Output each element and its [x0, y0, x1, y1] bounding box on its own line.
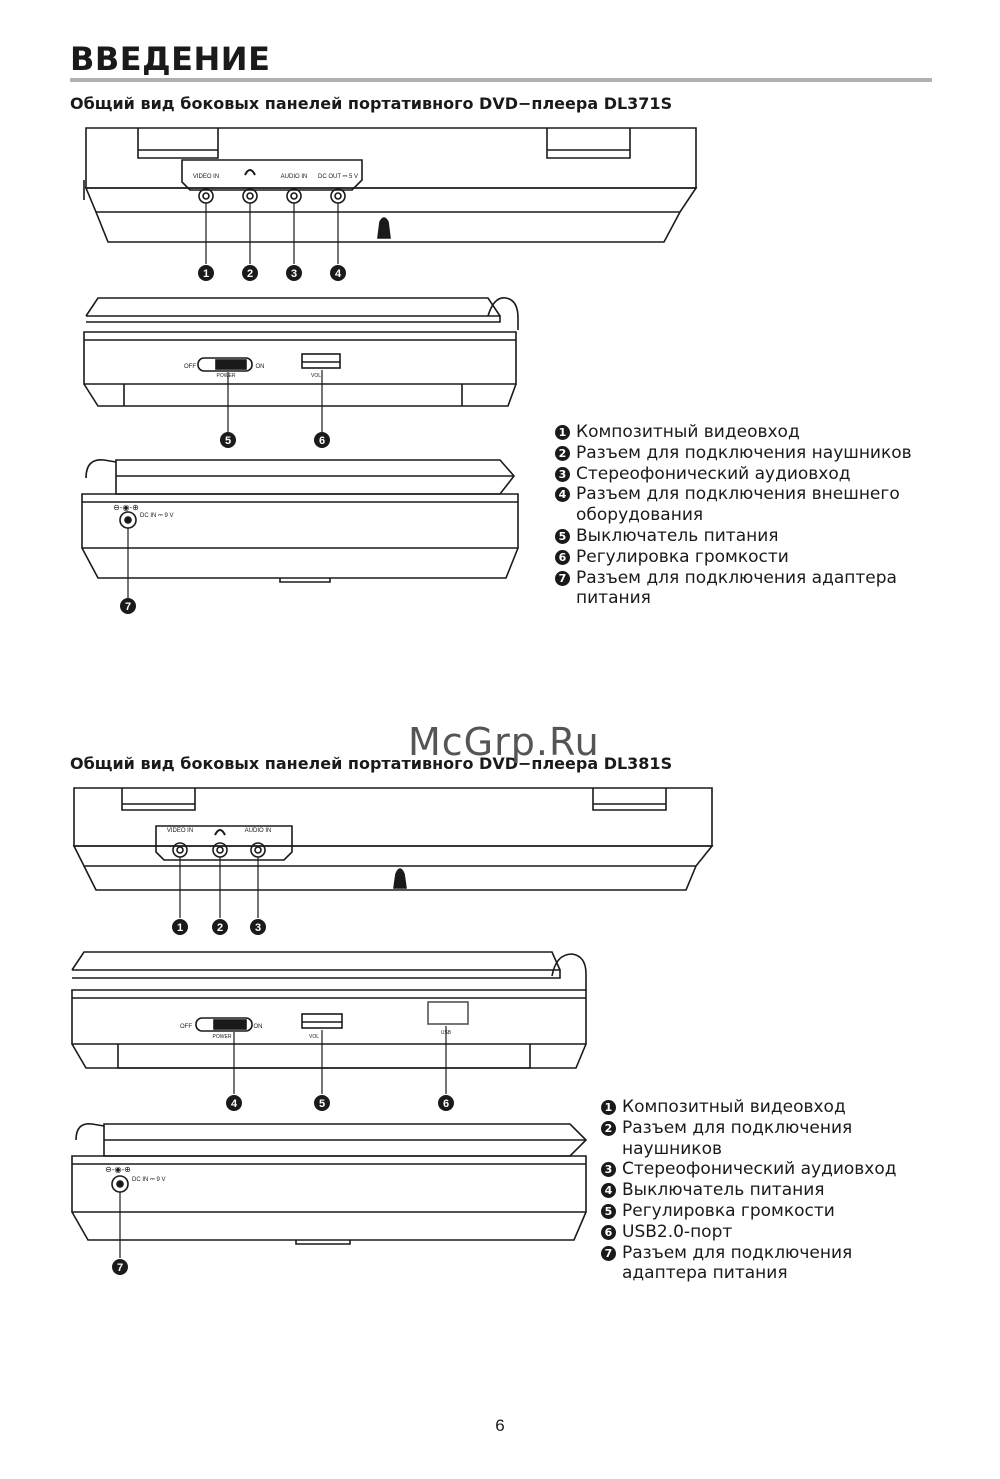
- label-off: OFF: [184, 364, 196, 370]
- legend-item-continued: питания: [576, 588, 651, 609]
- label-dc-in: DC IN ⎓ 9 V: [140, 513, 174, 519]
- callout-2: [242, 265, 258, 281]
- svg-text:2: 2: [216, 922, 224, 934]
- label-on-2: ON: [253, 1024, 263, 1030]
- dl381s-front-panel: [74, 788, 712, 918]
- callout-5: [220, 432, 236, 448]
- svg-text:6: 6: [318, 435, 326, 447]
- label-video-in: VIDEO IN: [192, 174, 220, 180]
- legend-item-continued: адаптера питания: [622, 1263, 788, 1284]
- label-usb: USB: [440, 1030, 452, 1036]
- svg-text:2: 2: [246, 268, 254, 280]
- legend-item: 2 Разъем для подключения: [601, 1118, 897, 1139]
- section1-subtitle: Общий вид боковых панелей портативного DVD−плеера DL371S: [70, 94, 673, 113]
- svg-text:4: 4: [334, 268, 342, 280]
- legend-item-continued: оборудования: [576, 505, 704, 526]
- dl371s-right-panel: [84, 298, 518, 432]
- legend-item-continued: наушников: [622, 1138, 722, 1159]
- svg-text:1: 1: [202, 268, 210, 280]
- callout-5: [314, 1095, 330, 1111]
- legend-item: 5 Выключатель питания: [555, 526, 912, 547]
- callout-6: [438, 1095, 454, 1111]
- legend-item: 2 Разъем для подключения наушников: [555, 443, 912, 464]
- dl381s-right-panel: [72, 952, 586, 1094]
- callout-7: [120, 598, 136, 614]
- callout-6: [314, 432, 330, 448]
- callout-3: [250, 919, 266, 935]
- page-number: 6: [495, 1416, 505, 1435]
- legend-dl371s: [555, 422, 912, 609]
- legend-item: 3 Стереофонический аудиовход: [601, 1159, 897, 1180]
- svg-text:1: 1: [176, 922, 184, 934]
- label-off-2: OFF: [180, 1024, 192, 1030]
- callout-4: [330, 265, 346, 281]
- page-title: ВВЕДЕНИЕ: [70, 40, 271, 78]
- legend-item: 1 Композитный видеовход: [601, 1097, 897, 1118]
- svg-text:7: 7: [116, 1262, 124, 1274]
- legend-item: 1 Композитный видеовход: [555, 422, 912, 443]
- callout-7: [112, 1259, 128, 1275]
- label-polarity: ⊖-◉-⊕: [113, 503, 139, 512]
- callout-3: [286, 265, 302, 281]
- label-power-2: POWER: [212, 1034, 232, 1040]
- callout-4: [226, 1095, 242, 1111]
- watermark: McGrp.Ru: [408, 720, 600, 764]
- dl381s-left-panel: [72, 1124, 586, 1258]
- legend-item: 4 Выключатель питания: [601, 1180, 897, 1201]
- label-audio-in-2: AUDIO IN: [244, 828, 272, 834]
- callout-1: [172, 919, 188, 935]
- svg-text:5: 5: [224, 435, 232, 447]
- svg-text:3: 3: [254, 922, 262, 934]
- svg-text:7: 7: [124, 601, 132, 613]
- svg-text:3: 3: [290, 268, 298, 280]
- svg-text:4: 4: [230, 1098, 238, 1110]
- svg-text:6: 6: [442, 1098, 450, 1110]
- dl371s-left-panel: [82, 460, 518, 598]
- legend-item: 7 Разъем для подключения: [601, 1243, 897, 1264]
- legend-item: 6 Регулировка громкости: [555, 547, 912, 568]
- legend-item: 5 Регулировка громкости: [601, 1201, 897, 1222]
- legend-item: 6 USB2.0-порт: [601, 1222, 897, 1243]
- label-polarity-2: ⊖-◉-⊕: [105, 1165, 131, 1174]
- label-dc-in-2: DC IN ⎓ 9 V: [132, 1177, 166, 1183]
- legend-dl381s: [601, 1097, 897, 1284]
- callout-1: [198, 265, 214, 281]
- label-on: ON: [255, 364, 265, 370]
- label-vol: VOL: [310, 373, 322, 379]
- svg-text:5: 5: [318, 1098, 326, 1110]
- callout-2: [212, 919, 228, 935]
- dl371s-front-panel: [84, 128, 696, 264]
- legend-item: 3 Стереофонический аудиовход: [555, 464, 912, 485]
- label-power: POWER: [216, 373, 236, 379]
- label-video-in-2: VIDEO IN: [166, 828, 194, 834]
- legend-item: 7 Разъем для подключения адаптера: [555, 568, 912, 589]
- label-vol-2: VOL: [308, 1034, 320, 1040]
- section2-subtitle: Общий вид боковых панелей портативного DVD−плеера DL381S: [70, 754, 673, 773]
- legend-item: 4 Разъем для подключения внешнего: [555, 484, 912, 505]
- label-dc-out: DC OUT ⎓ 5 V: [317, 174, 359, 180]
- label-audio-in: AUDIO IN: [280, 174, 308, 180]
